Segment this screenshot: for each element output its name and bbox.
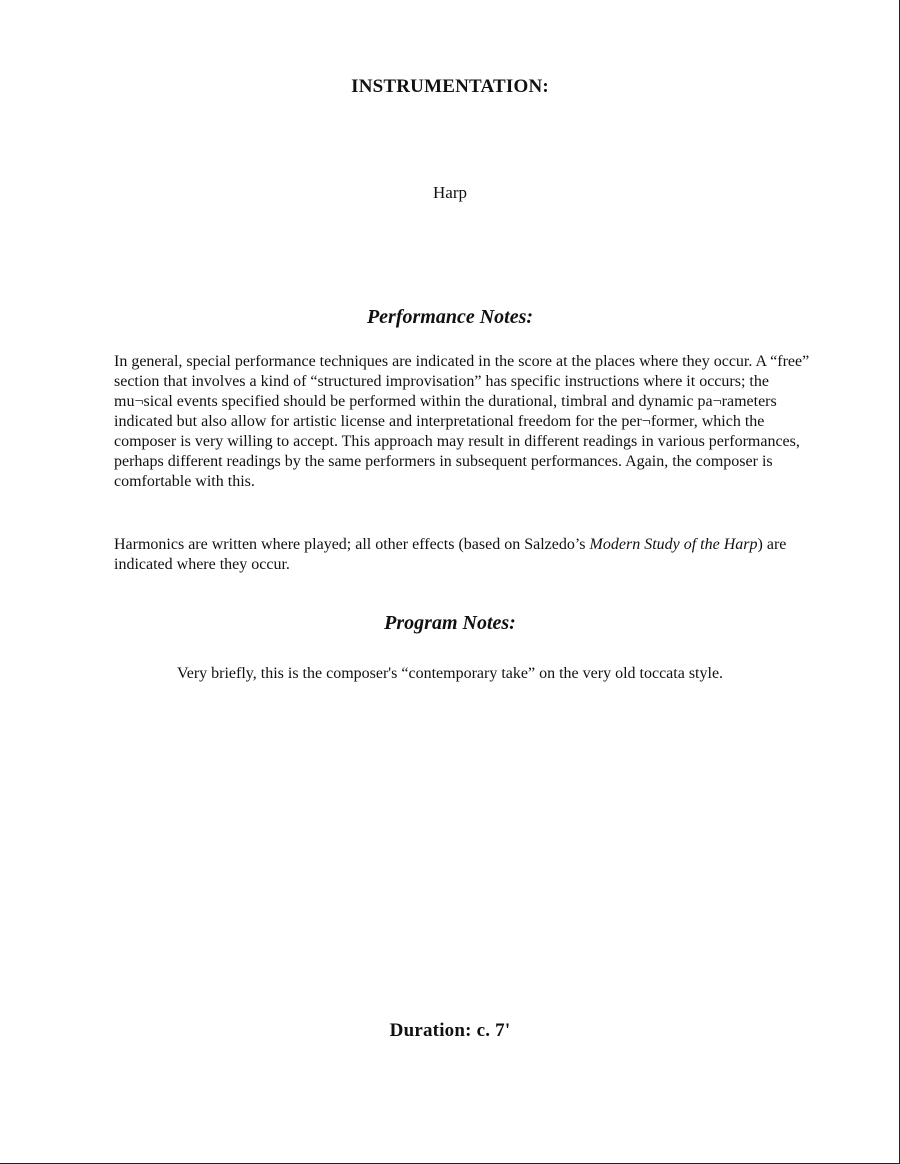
paragraph-2-text-after: ) are indicated where they occur.	[114, 536, 787, 573]
instrumentation-heading: INSTRUMENTATION:	[351, 76, 549, 97]
performance-notes-paragraph-2	[114, 535, 814, 575]
paragraph-2-text-before: Harmonics are written where played; all other effects (based on Salzedo’s	[114, 536, 590, 553]
instrument-name: Harp	[433, 183, 467, 202]
book-title: Modern Study of the Harp	[589, 536, 758, 553]
program-notes-text: Very briefly, this is the composer's “contemporary take” on the very old toccata style.	[176, 665, 724, 682]
duration-text: Duration: c. 7'	[389, 1020, 511, 1041]
performance-notes-heading: Performance Notes:	[366, 306, 534, 328]
program-notes-heading: Program Notes:	[384, 612, 516, 634]
performance-notes-paragraph-1: In general, special performance techniques are indicated in the score at the places where they occur. A “free” section that involves a kind of “structured improvisation” has specific instructions where it occurs; the mu¬sical events specified should be performed within the durational, timbral and dynamic pa¬rameters indicated but also allow for artistic license and interpretational freedom for the per¬former, which the composer is very willing to accept. This approach may result in different readings in various performances, perhaps different readings by the same performers in subsequent performances. Again, the composer is comfortable with this.	[114, 353, 810, 490]
